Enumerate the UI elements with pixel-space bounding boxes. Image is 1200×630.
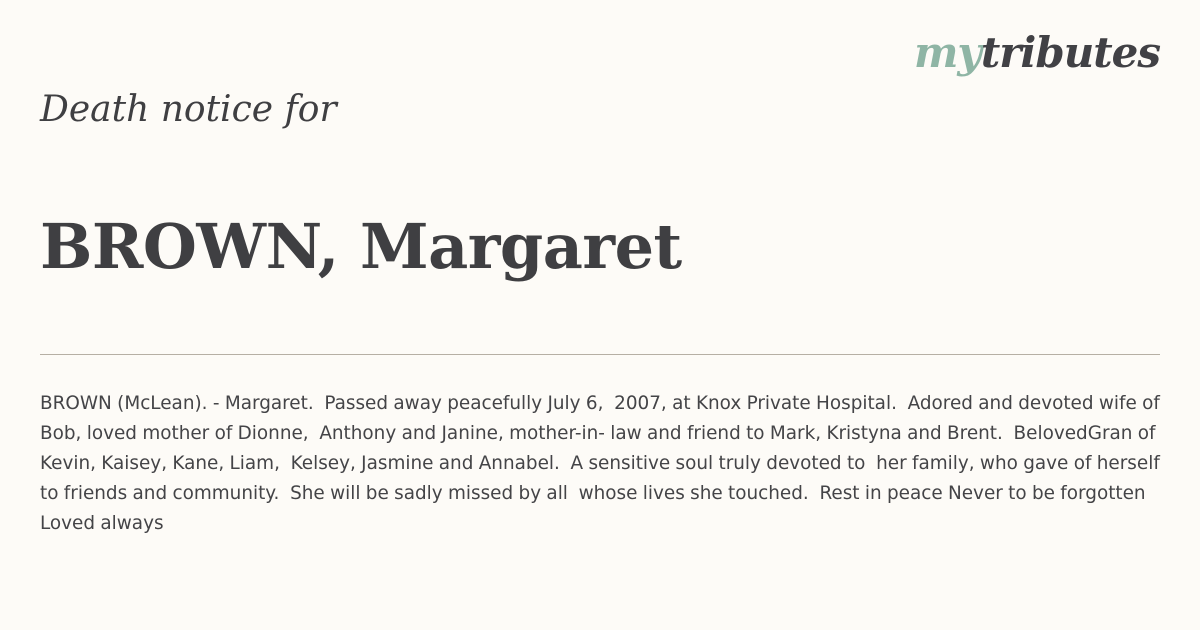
death-notice-kicker: Death notice for (40, 89, 337, 130)
logo-my: my (913, 28, 981, 77)
divider (40, 354, 1160, 355)
logo-tributes: tributes (980, 28, 1160, 77)
deceased-name: BROWN, Margaret (40, 210, 682, 283)
notice-text: BROWN (McLean). - Margaret. Passed away peacefully July 6, 2007, at Knox Private Hospital. Adored and devoted wife of Bob, loved mother of Dionne, Anthony and Janine, mother-in- law and friend to Mark, Kristyna and Brent. BelovedGran of Kevin, Kaisey, Kane, Liam, Kelsey, Jasmine and Annabel. A sensitive soul truly devoted to her family, who gave of herself to friends and community. She will be sadly missed by all whose lives she touched. Rest in peace Never to be forgotten Loved always (40, 393, 1171, 534)
mytributes-logo[interactable] (913, 28, 1160, 77)
